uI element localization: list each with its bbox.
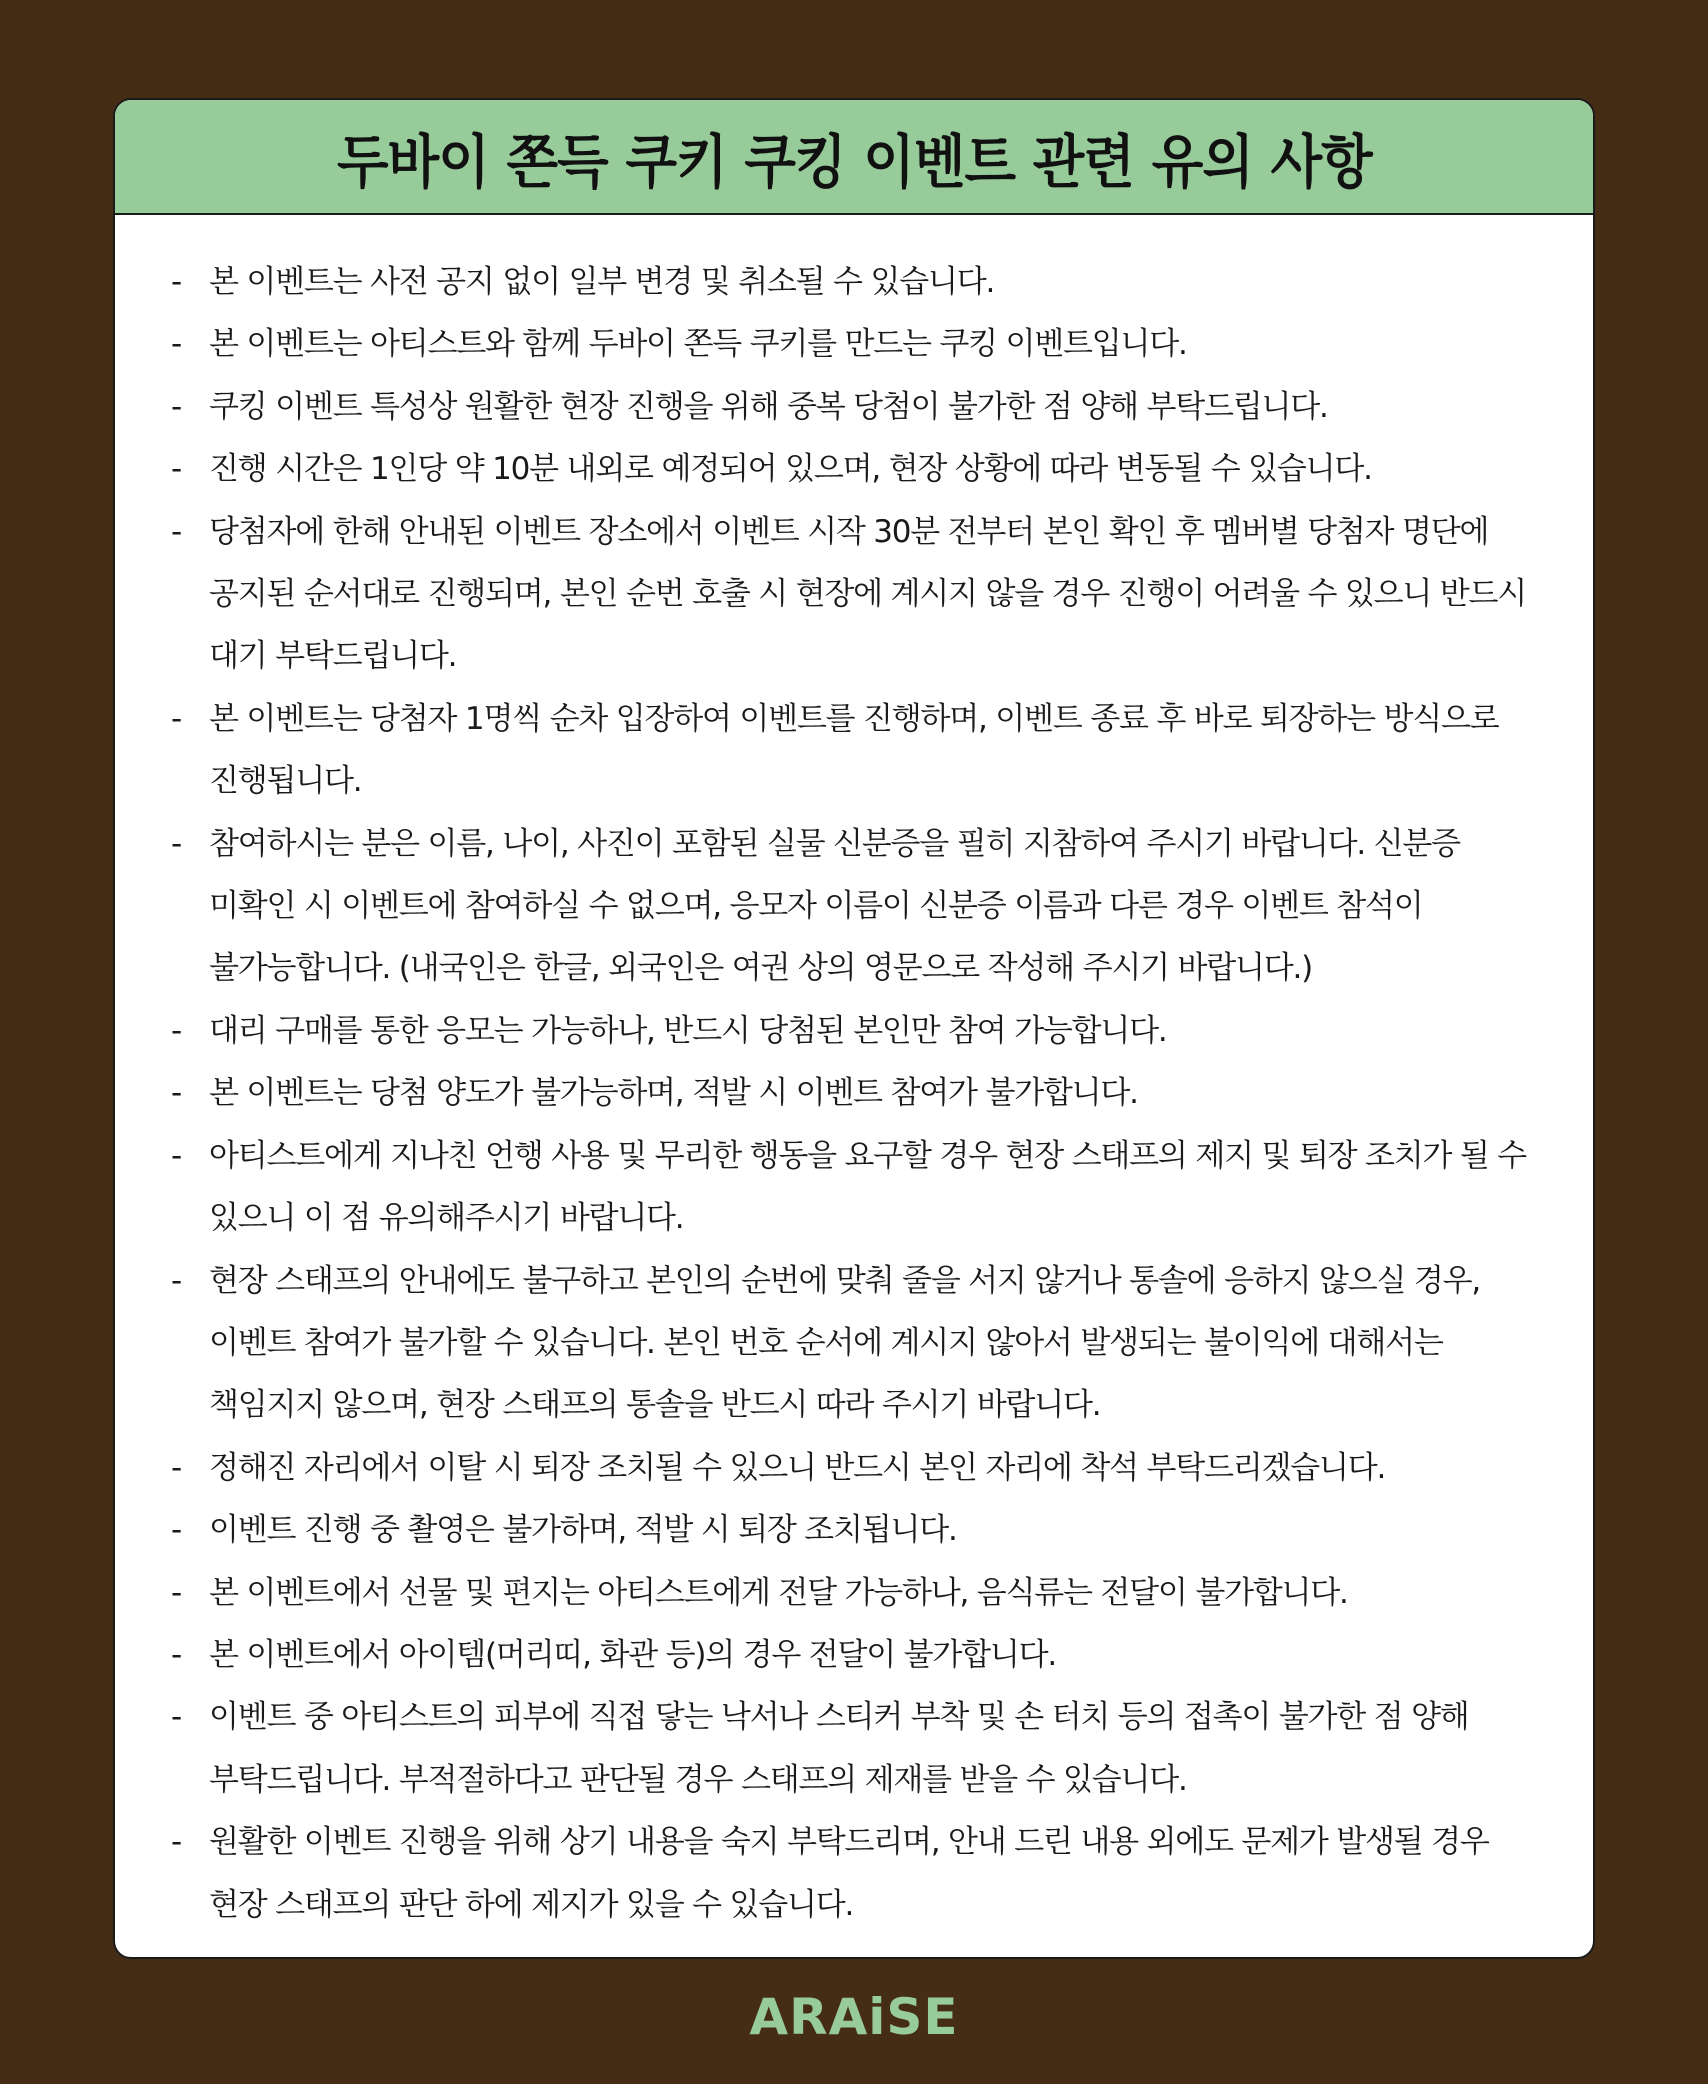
list-item (171, 438, 1541, 500)
list-item (171, 1686, 1541, 1811)
bullet-dash: - (171, 1512, 183, 1549)
list-item (171, 688, 1541, 813)
notice-list (115, 215, 1593, 1936)
list-item (171, 1437, 1541, 1499)
bullet-dash: - (171, 1699, 183, 1736)
notice-text: 본 이벤트에서 아이템(머리띠, 화관 등)의 경우 전달이 불가합니다. (209, 1636, 1057, 1673)
bullet-dash: - (171, 700, 183, 737)
bullet-dash: - (171, 1262, 183, 1299)
notice-text: 참여하시는 분은 이름, 나이, 사진이 포함된 실물 신분증을 필히 지참하여 주시기 바랍니다. 신분증 미확인 시 이벤트에 참여하실 수 없으며, 응모자 이름이 신분증 이름과 다른 경우 이벤트 참석이 불가능합니다. (내국인은 한글, 외국인은 여권 상의 영문으로 작성해 주시기 바랍니다.) (209, 825, 1460, 987)
list-item (171, 1125, 1541, 1250)
notice-header (115, 100, 1593, 215)
notice-text: 본 이벤트는 당첨자 1명씩 순차 입장하여 이벤트를 진행하며, 이벤트 종료 후 바로 퇴장하는 방식으로 진행됩니다. (209, 700, 1499, 800)
bullet-dash: - (171, 1574, 183, 1611)
bullet-dash: - (171, 1012, 183, 1049)
bullet-dash: - (171, 388, 183, 425)
notice-text: 당첨자에 한해 안내된 이벤트 장소에서 이벤트 시작 30분 전부터 본인 확인 후 멤버별 당첨자 명단에 공지된 순서대로 진행되며, 본인 순번 호출 시 현장에 계시지 않을 경우 진행이 어려울 수 있으니 반드시 대기 부탁드립니다. (209, 513, 1527, 675)
bullet-dash: - (171, 513, 183, 550)
bullet-dash: - (171, 825, 183, 862)
bullet-dash: - (171, 326, 183, 363)
list-item (171, 1062, 1541, 1124)
notice-text: 이벤트 진행 중 촬영은 불가하며, 적발 시 퇴장 조치됩니다. (209, 1512, 957, 1549)
list-item (171, 1000, 1541, 1062)
bullet-dash: - (171, 1137, 183, 1174)
list-item (171, 501, 1541, 688)
notice-card (113, 98, 1595, 1959)
list-item (171, 251, 1541, 313)
list-item (171, 313, 1541, 375)
list-item (171, 1499, 1541, 1561)
list-item (171, 1562, 1541, 1624)
notice-text: 진행 시간은 1인당 약 10분 내외로 예정되어 있으며, 현장 상황에 따라 변동될 수 있습니다. (209, 451, 1372, 488)
notice-text: 본 이벤트는 당첨 양도가 불가능하며, 적발 시 이벤트 참여가 불가합니다. (209, 1075, 1138, 1112)
list-item (171, 376, 1541, 438)
bullet-dash: - (171, 264, 183, 300)
list-item (171, 1811, 1541, 1936)
bullet-dash: - (171, 1075, 183, 1112)
notice-text: 이벤트 중 아티스트의 피부에 직접 닿는 낙서나 스티커 부착 및 손 터치 등의 접촉이 불가한 점 양해 부탁드립니다. 부적절하다고 판단될 경우 스태프의 제재를 받을 수 있습니다. (209, 1699, 1469, 1798)
bullet-dash: - (171, 1449, 183, 1486)
bullet-dash: - (171, 1824, 183, 1861)
brand-logo: ARAiSE (749, 1988, 959, 2046)
notice-text: 본 이벤트에서 선물 및 편지는 아티스트에게 전달 가능하나, 음식류는 전달이 불가합니다. (209, 1574, 1348, 1611)
notice-text: 쿠킹 이벤트 특성상 원활한 현장 진행을 위해 중복 당첨이 불가한 점 양해 부탁드립니다. (209, 388, 1328, 425)
notice-text: 아티스트에게 지나친 언행 사용 및 무리한 행동을 요구할 경우 현장 스태프의 제지 및 퇴장 조치가 될 수 있으니 이 점 유의해주시기 바랍니다. (209, 1137, 1527, 1237)
notice-text: 정해진 자리에서 이탈 시 퇴장 조치될 수 있으니 반드시 본인 자리에 착석 부탁드리겠습니다. (209, 1449, 1386, 1486)
notice-text: 대리 구매를 통한 응모는 가능하나, 반드시 당첨된 본인만 참여 가능합니다. (209, 1012, 1167, 1049)
notice-text: 현장 스태프의 안내에도 불구하고 본인의 순번에 맞춰 줄을 서지 않거나 통솔에 응하지 않으실 경우, 이벤트 참여가 불가할 수 있습니다. 본인 번호 순서에 계시지 않아서 발생되는 불이익에 대해서는 책임지지 않으며, 현장 스태프의 통솔을 반드시 따라 주시기 바랍니다. (209, 1262, 1480, 1424)
page-title: 두바이 쫀득 쿠키 쿠킹 이벤트 관련 유의 사항 (336, 127, 1372, 196)
notice-text: 본 이벤트는 사전 공지 없이 일부 변경 및 취소될 수 있습니다. (209, 264, 995, 300)
bullet-dash: - (171, 451, 183, 488)
list-item (171, 1250, 1541, 1437)
notice-text: 원활한 이벤트 진행을 위해 상기 내용을 숙지 부탁드리며, 안내 드린 내용 외에도 문제가 발생될 경우 현장 스태프의 판단 하에 제지가 있을 수 있습니다. (209, 1824, 1489, 1923)
notice-text: 본 이벤트는 아티스트와 함께 두바이 쫀득 쿠키를 만드는 쿠킹 이벤트입니다. (209, 326, 1187, 363)
list-item (171, 1624, 1541, 1686)
list-item (171, 813, 1541, 1000)
bullet-dash: - (171, 1636, 183, 1673)
